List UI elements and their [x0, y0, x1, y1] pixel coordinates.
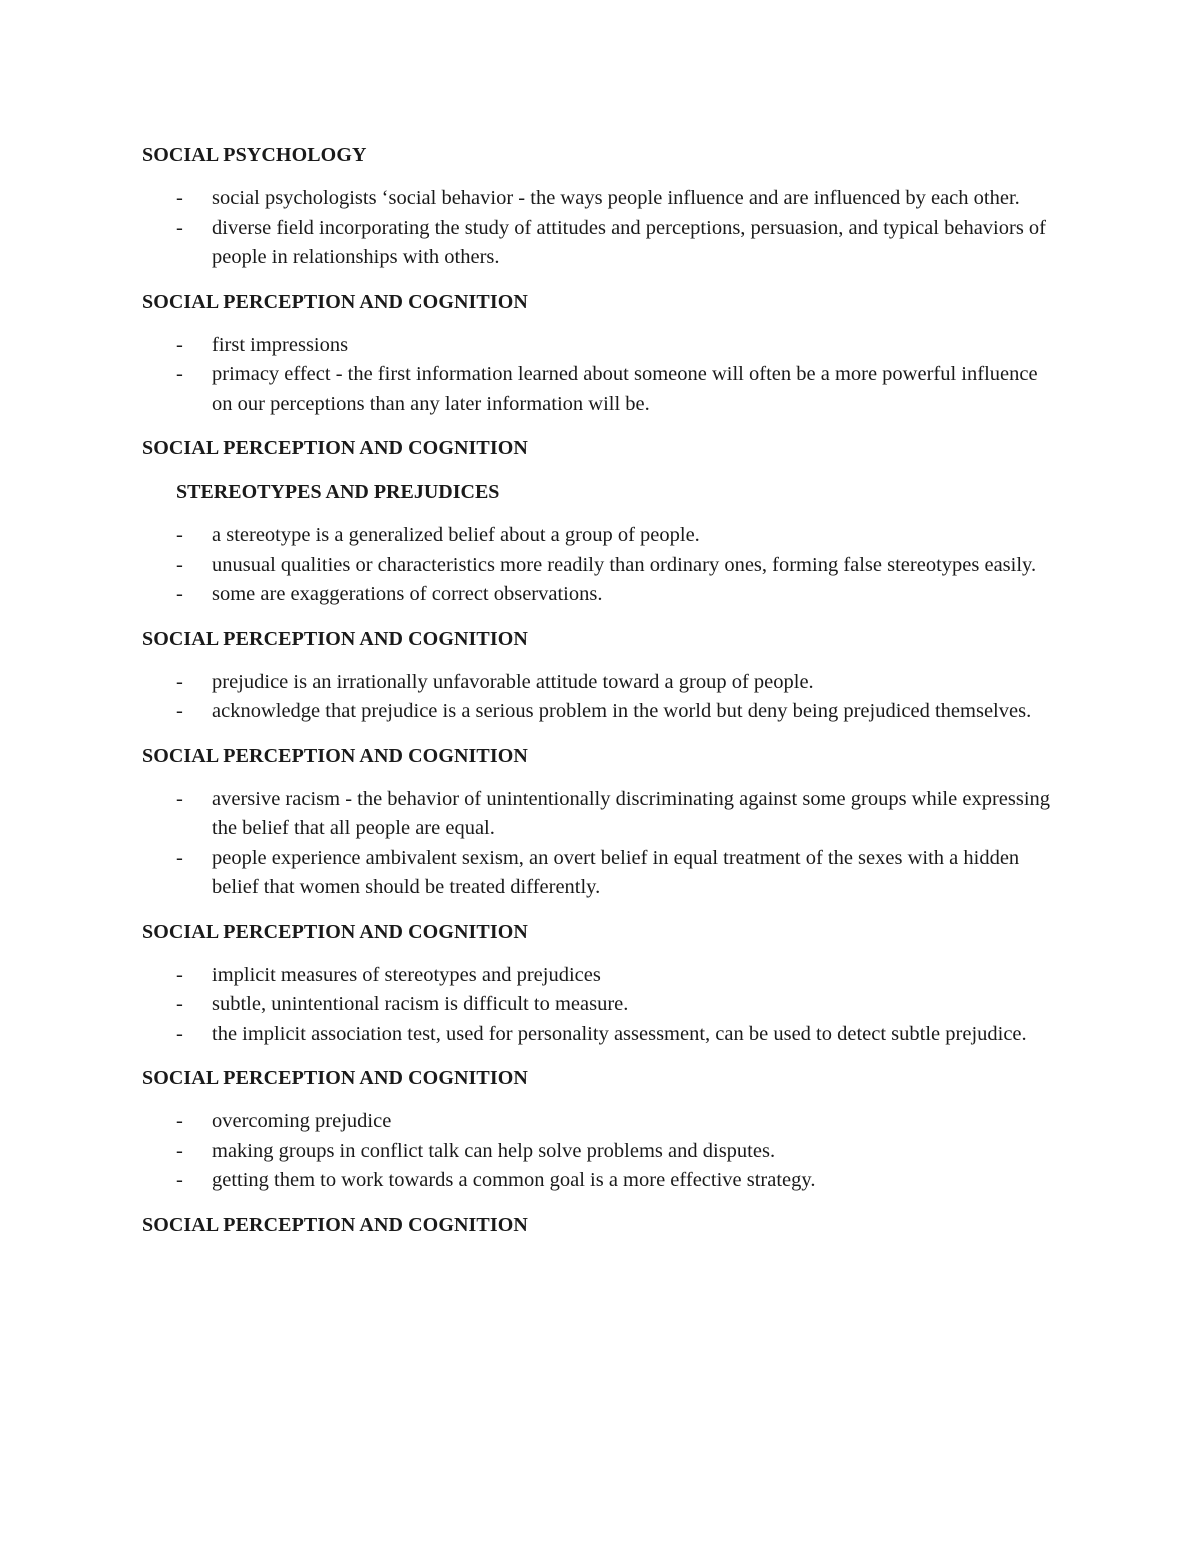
list-item-text: a stereotype is a generalized belief about a group of people.	[212, 524, 700, 546]
bullet-dash: -	[176, 993, 183, 1015]
list-item	[142, 668, 1062, 698]
bullet-list	[142, 961, 1062, 1050]
list-item-text: aversive racism - the behavior of unintentionally discriminating against some groups while expressing the belief that all people are equal.	[212, 787, 1051, 839]
list-item-text: prejudice is an irrationally unfavorable attitude toward a group of people.	[212, 670, 814, 693]
section-heading: SOCIAL PERCEPTION AND COGNITION	[142, 744, 528, 767]
section-heading: SOCIAL PERCEPTION AND COGNITION	[142, 437, 528, 459]
section-social-psychology	[142, 140, 1062, 273]
bullet-list	[142, 668, 1062, 727]
bullet-dash: -	[176, 700, 183, 722]
bullet-dash: -	[176, 846, 183, 869]
list-item-text: getting them to work towards a common goal is a more effective strategy.	[212, 1169, 816, 1191]
list-item-text: social psychologists ‘social behavior - the ways people influence and are influenced by each other.	[212, 187, 1020, 209]
list-item-text: first impressions	[212, 333, 349, 356]
section-heading: SOCIAL PERCEPTION AND COGNITION	[142, 1067, 528, 1089]
list-item-text: diverse field incorporating the study of attitudes and perceptions, persuasion, and typical behaviors of people in relationships with others.	[212, 216, 1047, 268]
list-item-text: people experience ambivalent sexism, an overt belief in equal treatment of the sexes with a hidden belief that women should be treated differently.	[212, 846, 1020, 898]
bullet-list	[142, 785, 1062, 903]
section-heading: SOCIAL PERCEPTION AND COGNITION	[142, 627, 528, 650]
list-item	[142, 1020, 1062, 1050]
section-implicit-measures	[142, 917, 1062, 1050]
section-heading: SOCIAL PSYCHOLOGY	[142, 144, 367, 166]
section-heading: SOCIAL PERCEPTION AND COGNITION	[142, 290, 528, 313]
list-item-text: making groups in conflict talk can help solve problems and disputes.	[212, 1139, 776, 1162]
list-item-text: implicit measures of stereotypes and prejudices	[212, 963, 601, 986]
list-item-text: some are exaggerations of correct observations.	[212, 583, 603, 605]
section-first-impressions	[142, 287, 1062, 420]
section-heading: SOCIAL PERCEPTION AND COGNITION	[142, 1213, 528, 1236]
bullet-dash: -	[176, 1169, 183, 1191]
bullet-list	[142, 331, 1062, 420]
bullet-dash: -	[176, 553, 183, 576]
section-heading: SOCIAL PERCEPTION AND COGNITION	[142, 920, 528, 943]
bullet-dash: -	[176, 363, 183, 385]
bullet-dash: -	[176, 216, 183, 239]
list-item	[142, 580, 1062, 610]
list-item	[142, 214, 1062, 273]
section-aversive-racism	[142, 741, 1062, 903]
bullet-dash: -	[176, 787, 183, 810]
list-item-text: primacy effect - the first information learned about someone will often be a more powerful influence on our perceptions than any later information will be.	[212, 363, 1038, 415]
bullet-list	[142, 1107, 1062, 1196]
section-stereotypes	[142, 433, 1062, 610]
list-item-text: the implicit association test, used for personality assessment, can be used to detect subtle prejudice.	[212, 1022, 1027, 1045]
list-item-text: acknowledge that prejudice is a serious problem in the world but deny being prejudiced themselves.	[212, 700, 1032, 722]
list-item	[142, 1137, 1062, 1167]
bullet-dash: -	[176, 1139, 183, 1162]
section-overcoming-prejudice	[142, 1063, 1062, 1196]
list-item-text: unusual qualities or characteristics more readily than ordinary ones, forming false stereotypes easily.	[212, 553, 1037, 576]
bullet-dash: -	[176, 524, 183, 546]
bullet-dash: -	[176, 1110, 183, 1132]
section-prejudice	[142, 624, 1062, 727]
bullet-list	[142, 521, 1062, 610]
list-item	[142, 1107, 1062, 1137]
list-item-text: subtle, unintentional racism is difficult to measure.	[212, 993, 629, 1015]
bullet-list	[142, 184, 1062, 273]
list-item-text: overcoming prejudice	[212, 1110, 392, 1132]
document-page	[142, 140, 1062, 1254]
list-item	[142, 184, 1062, 214]
list-item	[142, 331, 1062, 361]
bullet-dash: -	[176, 333, 183, 356]
bullet-dash: -	[176, 187, 183, 209]
list-item	[142, 360, 1062, 419]
list-item	[142, 844, 1062, 903]
list-item	[142, 990, 1062, 1020]
bullet-dash: -	[176, 963, 183, 986]
bullet-dash: -	[176, 670, 183, 693]
list-item	[142, 785, 1062, 844]
section-final-heading	[142, 1210, 1062, 1240]
list-item	[142, 1166, 1062, 1196]
list-item	[142, 961, 1062, 991]
list-item	[142, 521, 1062, 551]
bullet-dash: -	[176, 1022, 183, 1045]
bullet-dash: -	[176, 583, 183, 605]
section-subheading: STEREOTYPES AND PREJUDICES	[176, 481, 500, 503]
list-item	[142, 551, 1062, 581]
list-item	[142, 697, 1062, 727]
